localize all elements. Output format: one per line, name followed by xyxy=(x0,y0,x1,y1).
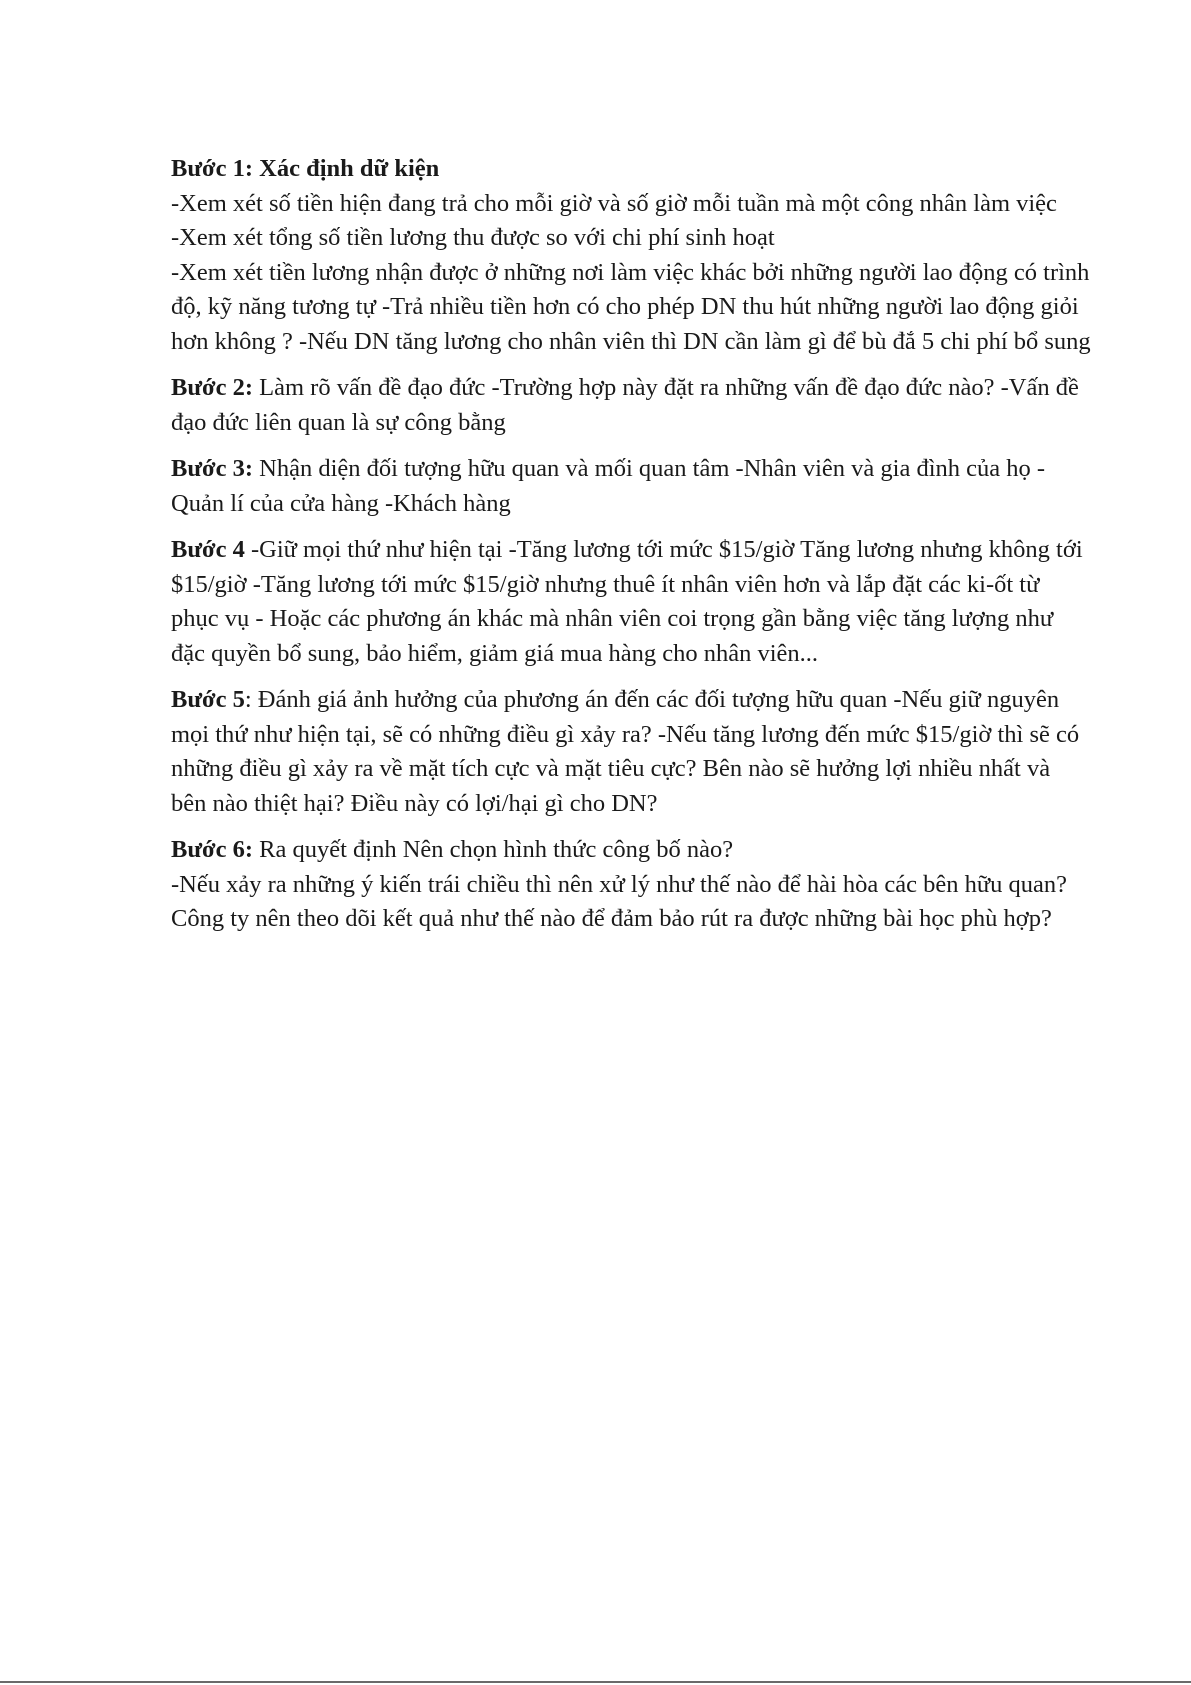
step-3 xyxy=(171,452,1091,521)
step-1-line-3: -Xem xét tiền lương nhận được ở những nơi làm việc khác bởi những người lao động có trình độ, kỹ năng tương tự -Trả nhiều tiền hơn có cho phép DN thu hút những người lao động giỏi hơn không ? -Nếu DN tăng lương cho nhân viên thì DN cần làm gì để bù đắ 5 chi phí bổ sung xyxy=(171,258,1091,355)
step-6-paragraph xyxy=(171,833,1091,868)
step-1 xyxy=(171,152,1091,359)
step-2 xyxy=(171,371,1091,440)
step-6 xyxy=(171,833,1091,937)
step-5-paragraph xyxy=(171,683,1091,821)
step-3-label: Bước 3: xyxy=(171,455,254,482)
document-body xyxy=(171,152,1091,949)
step-3-paragraph xyxy=(171,452,1091,521)
step-4 xyxy=(171,533,1091,671)
step-2-text: Làm rõ vấn đề đạo đức -Trường hợp này đặt ra những vấn đề đạo đức nào? -Vấn đề đạo đức liên quan là sự công bằng xyxy=(171,374,1079,436)
step-5-text: : Đánh giá ảnh hưởng của phương án đến các đối tượng hữu quan -Nếu giữ nguyên mọi thứ như hiện tại, sẽ có những điều gì xảy ra? -Nếu tăng lương đến mức $15/giờ thì sẽ có những điều gì xảy ra về mặt tích cực và mặt tiêu cực? Bên nào sẽ hưởng lợi nhiều nhất và bên nào thiệt hại? Điều này có lợi/hại gì cho DN? xyxy=(171,686,1080,817)
step-1-title: Xác định dữ kiện xyxy=(259,155,440,182)
step-6-text: Ra quyết định Nên chọn hình thức công bố nào? xyxy=(259,836,734,863)
step-4-paragraph xyxy=(171,533,1091,671)
step-1-heading xyxy=(171,152,1091,187)
page-bottom-rule xyxy=(0,1681,1191,1683)
step-2-paragraph xyxy=(171,371,1091,440)
step-2-label: Bước 2: xyxy=(171,374,254,401)
step-3-text: Nhận diện đối tượng hữu quan và mối quan tâm -Nhân viên và gia đình của họ -Quản lí của cửa hàng -Khách hàng xyxy=(171,455,1046,517)
step-1-line-1: -Xem xét số tiền hiện đang trả cho mỗi giờ và số giờ mỗi tuần mà một công nhân làm việc xyxy=(171,189,1057,217)
step-6-label: Bước 6: xyxy=(171,836,254,863)
step-1-label: Bước 1: xyxy=(171,155,254,182)
step-1-line-2: -Xem xét tổng số tiền lương thu được so với chi phí sinh hoạt xyxy=(171,224,775,251)
step-4-text: -Giữ mọi thứ như hiện tại -Tăng lương tới mức $15/giờ Tăng lương nhưng không tới $15/giờ -Tăng lương tới mức $15/giờ nhưng thuê ít nhân viên hơn và lắp đặt các ki-ốt từ phục vụ - Hoặc các phương án khác mà nhân viên coi trọng gần bằng việc tăng lượng như đặc quyền bổ sung, bảo hiểm, giảm giá mua hàng cho nhân viên... xyxy=(171,536,1083,667)
step-4-label: Bước 4 xyxy=(171,536,245,563)
step-6-line-1: -Nếu xảy ra những ý kiến trái chiều thì nên xử lý như thế nào để hài hòa các bên hữu quan? Công ty nên theo dõi kết quả như thế nào để đảm bảo rút ra được những bài học phù hợp? xyxy=(171,870,1068,932)
step-5 xyxy=(171,683,1091,821)
step-5-label: Bước 5 xyxy=(171,686,245,713)
